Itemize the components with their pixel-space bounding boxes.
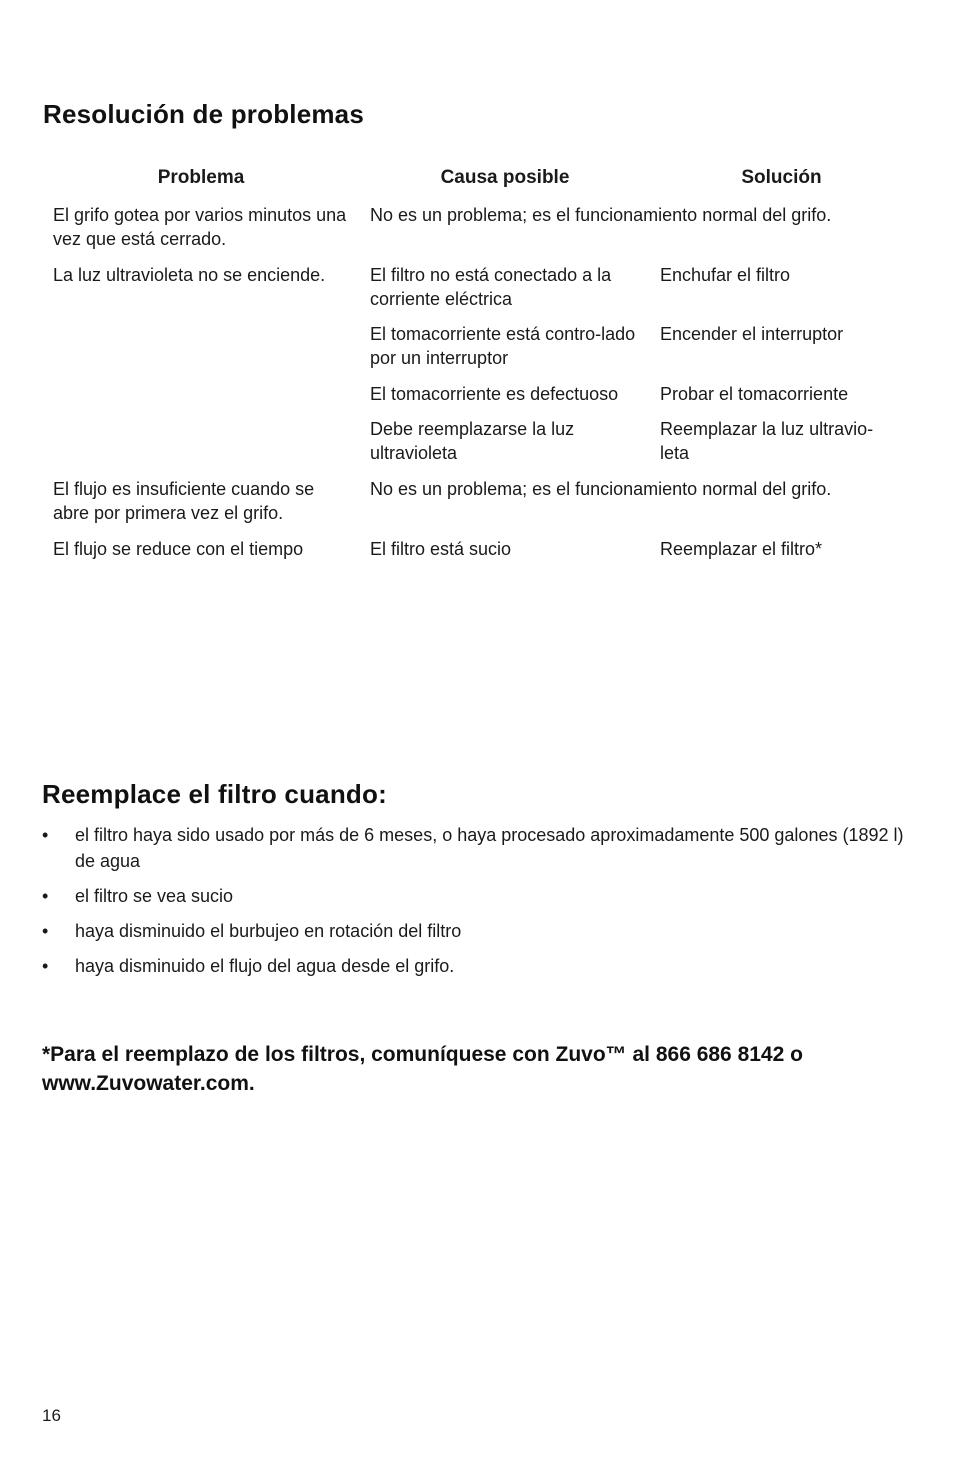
row5-solution: Reemplazar la luz ultravio-leta <box>660 419 874 463</box>
row5-cause: Debe reemplazarse la luz ultravioleta <box>370 419 575 463</box>
troubleshooting-title: Resolución de problemas <box>43 99 365 129</box>
list-item-text: haya disminuido el burbujeo en rotación del filtro <box>75 921 462 941</box>
row4-solution: Probar el tomacorriente <box>660 384 849 404</box>
bullet-icon: • <box>42 825 49 845</box>
row2-solution: Enchufar el filtro <box>660 265 791 285</box>
row4-cause: El tomacorriente es defectuoso <box>370 384 619 404</box>
bullet-icon: • <box>42 886 49 906</box>
row2-cause: El filtro no está conectado a la corriente eléctrica <box>370 265 612 309</box>
row3-solution: Encender el interruptor <box>660 324 844 344</box>
row6-problem: El flujo es insuficiente cuando se abre por primera vez el grifo. <box>53 479 315 523</box>
row7-problem: El flujo se reduce con el tiempo <box>53 539 304 559</box>
row7-cause: El filtro está sucio <box>370 539 512 559</box>
row2-problem: La luz ultravioleta no se enciende. <box>53 265 326 285</box>
replace-title: Reemplace el filtro cuando: <box>42 779 387 809</box>
row1-problem: El grifo gotea por varios minutos una vez que está cerrado. <box>53 205 347 249</box>
list-item-text: el filtro se vea sucio <box>75 886 234 906</box>
bullet-icon: • <box>42 956 49 976</box>
list-item-text: haya disminuido el flujo del agua desde el grifo. <box>75 956 455 976</box>
bullet-icon: • <box>42 921 49 941</box>
replacement-note: *Para el reemplazo de los filtros, comuníquese con Zuvo™ al 866 686 8142 o www.Zuvowater.com. <box>42 1043 803 1095</box>
page-number: 16 <box>42 1406 61 1425</box>
row6-cause-solution: No es un problema; es el funcionamiento normal del grifo. <box>370 479 832 499</box>
list-item-text: el filtro haya sido usado por más de 6 meses, o haya procesado aproximadamente 500 galones (1892 l) de agua <box>75 825 904 871</box>
header-cause: Causa posible <box>440 167 570 188</box>
row7-solution: Reemplazar el filtro* <box>660 539 823 559</box>
row3-cause: El tomacorriente está contro-lado por un interruptor <box>370 324 636 368</box>
header-problem: Problema <box>157 167 245 188</box>
header-solution: Solución <box>741 167 822 188</box>
row1-cause-solution: No es un problema; es el funcionamiento normal del grifo. <box>370 205 832 225</box>
